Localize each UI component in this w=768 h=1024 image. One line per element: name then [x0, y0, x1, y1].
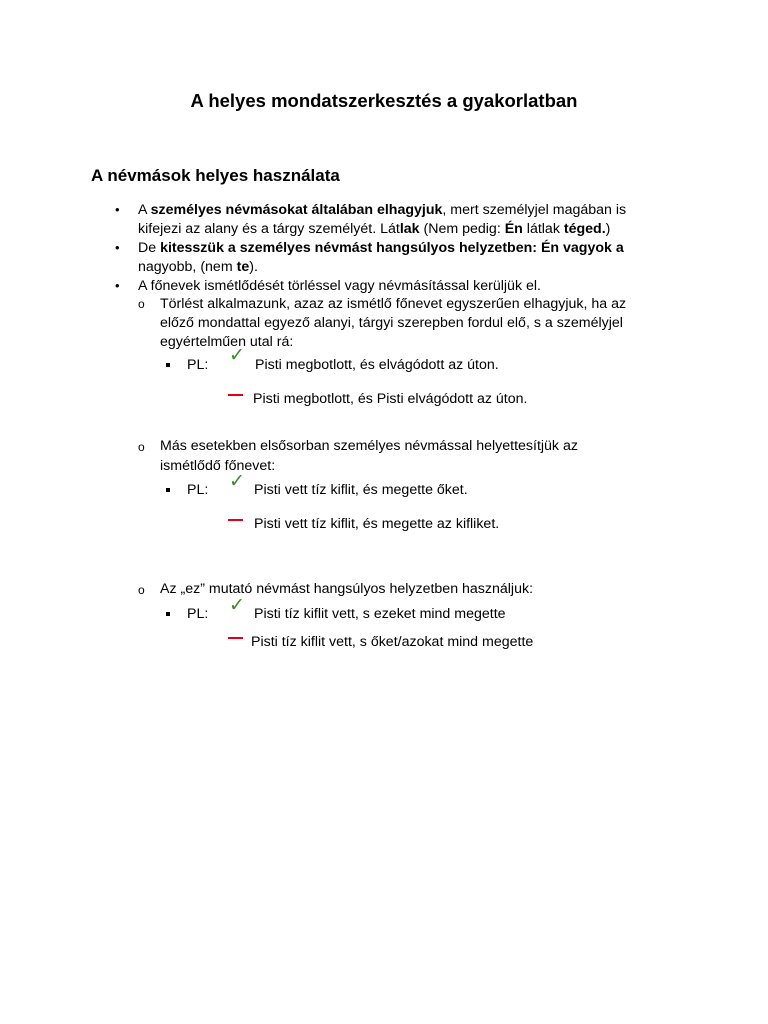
sub-bullet-icon: o	[138, 440, 145, 454]
check-icon: ✓	[229, 471, 245, 492]
bullet3-text: A főnevek ismétlődését törléssel vagy névmásítással kerüljük el.	[138, 278, 541, 294]
sub2-bad-example: Pisti vett tíz kiflit, és megette az kifliket.	[254, 516, 500, 532]
bullet2-line2	[138, 257, 258, 277]
text: kifejezi az alany és a tárgy személyét. Lát	[138, 221, 400, 237]
square-bullet-icon	[166, 363, 170, 367]
minus-icon	[228, 519, 243, 521]
bullet-icon: •	[115, 202, 120, 217]
bold-text: kitesszük a személyes névmást hangsúlyos helyzetben: Én vagyok a	[160, 240, 624, 256]
sub-bullet-icon: o	[138, 297, 145, 311]
sub1-good-example: Pisti megbotlott, és elvágódott az úton.	[255, 357, 499, 373]
bold-text: téged.	[563, 221, 606, 237]
text: , mert személyjel magában is	[442, 202, 627, 218]
minus-icon	[228, 394, 243, 396]
sub2-line2: ismétlődő főnevet:	[160, 458, 276, 474]
sub3-line1: Az „ez” mutató névmást hangsúlyos helyzetben használjuk:	[160, 581, 534, 597]
check-icon: ✓	[229, 345, 245, 366]
sub3-pl-label: PL:	[187, 606, 209, 622]
bullet2-line1	[138, 238, 624, 258]
sub2-line1: Más esetekben elsősorban személyes névmással helyettesítjük az	[160, 438, 578, 454]
square-bullet-icon	[166, 612, 170, 616]
document-title: A helyes mondatszerkesztés a gyakorlatban	[190, 90, 578, 111]
text: látlak	[522, 221, 564, 237]
bold-text: személyes névmásokat általában elhagyjuk	[150, 202, 443, 218]
text: (Nem pedig:	[419, 221, 505, 237]
sub1-pl-label: PL:	[187, 357, 209, 373]
section-heading: A névmások helyes használata	[91, 166, 340, 185]
sub1-line2: előző mondattal egyező alanyi, tárgyi szerepben fordul elő, s a személyjel	[160, 315, 623, 331]
text: nagyobb, (nem	[138, 259, 237, 275]
sub2-pl-label: PL:	[187, 482, 209, 498]
bullet-icon: •	[115, 278, 120, 293]
sub1-line1: Törlést alkalmazunk, azaz az ismétlő főnevet egyszerűen elhagyjuk, ha az	[160, 296, 627, 312]
check-icon: ✓	[229, 595, 245, 616]
bullet-icon: •	[115, 240, 120, 255]
bold-text: lak	[399, 221, 420, 237]
bullet1-line2	[138, 219, 610, 239]
sub3-good-example: Pisti tíz kiflit vett, s ezeket mind megette	[254, 606, 506, 622]
sub2-good-example: Pisti vett tíz kiflit, és megette őket.	[254, 482, 468, 498]
text: ).	[249, 259, 258, 275]
bold-text: te	[236, 259, 250, 275]
bullet1-line1	[138, 200, 626, 220]
sub-bullet-icon: o	[138, 583, 145, 597]
square-bullet-icon	[166, 488, 170, 492]
text: A	[138, 202, 151, 218]
minus-icon	[228, 637, 243, 639]
text: )	[605, 221, 611, 237]
sub3-bad-example: Pisti tíz kiflit vett, s őket/azokat mind megette	[251, 634, 534, 650]
text: De	[138, 240, 161, 256]
bold-text: Én	[504, 221, 523, 237]
sub1-bad-example: Pisti megbotlott, és Pisti elvágódott az úton.	[253, 391, 528, 407]
sub1-line3: egyértelműen utal rá:	[160, 334, 294, 350]
